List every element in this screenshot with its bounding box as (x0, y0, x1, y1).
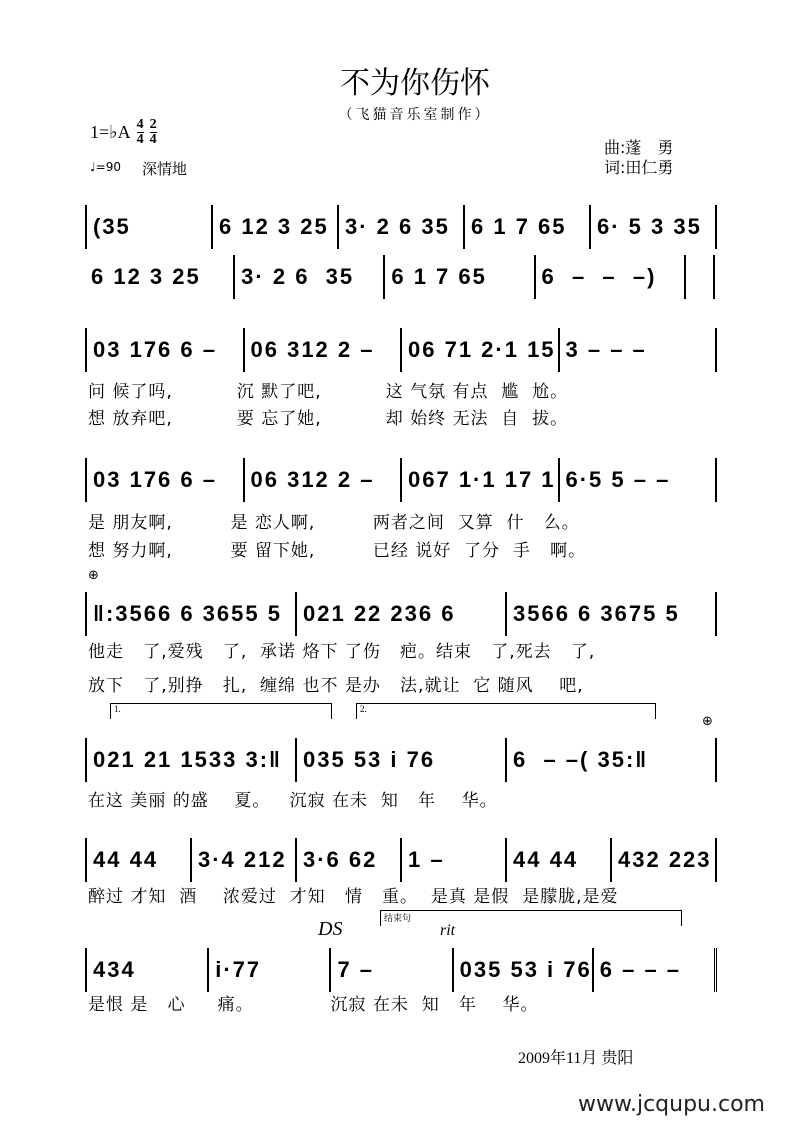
measure: 44 44 (507, 838, 612, 882)
measure: 3 – – – (560, 328, 718, 372)
measure: 06 71 2·1 15 (402, 328, 560, 372)
composer: 曲:蓬 勇 (604, 138, 674, 157)
segno-icon: ⊕ (88, 568, 99, 583)
measure: 067 1·1 17 1 (402, 458, 560, 502)
measure: 432 223 (612, 838, 717, 882)
staff-row (85, 458, 717, 502)
measure: 3·4 212 (192, 838, 297, 882)
measure: 44 44 (87, 838, 192, 882)
lyric-line: 是 朋友啊, 是 恋人啊, 两者之间 又算 什 么。 (88, 513, 580, 533)
lyric-line: 是恨 是 心 痛。 沉寂 在未 知 年 华。 (88, 995, 539, 1015)
measure: i·77 (209, 948, 331, 992)
staff-row (85, 738, 717, 782)
volta-1: 1. (110, 703, 332, 719)
measure: 3566 6 3675 5 (507, 592, 717, 636)
ts-den: 4 (136, 132, 144, 147)
ts-den: 4 (149, 132, 157, 147)
lyric-line: 醉过 才知 酒 浓爱过 才知 情 重。 是真 是假 是朦胧,是爱 (88, 887, 619, 907)
staff-row (85, 948, 717, 992)
measure: 3· 2 6 35 (235, 255, 385, 299)
measure: (35 (87, 205, 213, 249)
tempo: ♩=90 (90, 160, 121, 174)
measure: 3· 2 6 35 (339, 205, 465, 249)
lyric-line: 问 候了吗, 沉 默了吧, 这 气氛 有点 尴 尬。 (88, 382, 569, 402)
lyric-line: 想 放弃吧, 要 忘了她, 却 始终 无法 自 拔。 (88, 409, 569, 429)
key: 1=♭A (90, 122, 131, 142)
lyricist: 词:田仁勇 (604, 158, 674, 177)
measure: 6 12 3 25 (85, 255, 235, 299)
measure (686, 255, 715, 299)
rit-mark: rit (440, 922, 456, 939)
measure: 6 1 7 65 (385, 255, 535, 299)
measure: 035 53 i 76 (297, 738, 507, 782)
staff-row (85, 255, 715, 299)
time-signature-2-4 (150, 118, 157, 147)
time-signature-4-4 (137, 118, 144, 147)
coda-icon: ⊕ (702, 714, 713, 729)
lyric-line: 在这 美丽 的盛 夏。 沉寂 在未 知 年 华。 (88, 791, 498, 811)
staff-row (85, 838, 717, 882)
subtitle: （飞猫音乐室制作） (338, 107, 492, 123)
measure: ‖:3566 6 3655 5 (87, 592, 297, 636)
watermark: www.jcqupu.com (578, 1092, 765, 1117)
measure: 3·6 62 (297, 838, 402, 882)
measure: 6 – – – (594, 948, 717, 992)
measure: 7 – (331, 948, 453, 992)
measure: 03 176 6 – (87, 328, 245, 372)
date-place: 2009年11月 贵阳 (518, 1050, 634, 1067)
lyric-line: 放下 了,别挣 扎, 缠绵 也不 是办 法,就让 它 随风 吧, (88, 676, 584, 696)
ts-num: 4 (136, 117, 144, 132)
measure: 6·5 5 – – (560, 458, 718, 502)
measure: 021 21 1533 3:‖ (87, 738, 297, 782)
lyric-line: 想 努力啊, 要 留下她, 已经 说好 了分 手 啊。 (88, 541, 587, 561)
measure: 03 176 6 – (87, 458, 245, 502)
measure: 06 312 2 – (245, 328, 403, 372)
measure: 6 1 7 65 (465, 205, 591, 249)
measure: 434 (87, 948, 209, 992)
expression: 深情地 (142, 160, 188, 178)
measure: 6 – – –) (536, 255, 686, 299)
measure: 6 – –( 35:‖ (507, 738, 717, 782)
staff-row (85, 328, 717, 372)
staff-row (85, 205, 717, 249)
measure: 6 12 3 25 (213, 205, 339, 249)
staff-row (85, 592, 717, 636)
ds-mark: DS (318, 918, 343, 940)
measure: 035 53 i 76 (454, 948, 594, 992)
measure: 1 – (402, 838, 507, 882)
ending-bracket: 结束句 (380, 910, 682, 926)
volta-2: 2. (356, 703, 656, 719)
key-signature (90, 118, 157, 147)
measure: 06 312 2 – (245, 458, 403, 502)
measure: 021 22 236 6 (297, 592, 507, 636)
song-title: 不为你伤怀 (340, 66, 490, 101)
lyric-line: 他走 了,爱残 了, 承诺 烙下 了伤 疤。结束 了,死去 了, (88, 642, 596, 662)
ts-num: 2 (149, 117, 157, 132)
measure: 6· 5 3 35 (591, 205, 717, 249)
